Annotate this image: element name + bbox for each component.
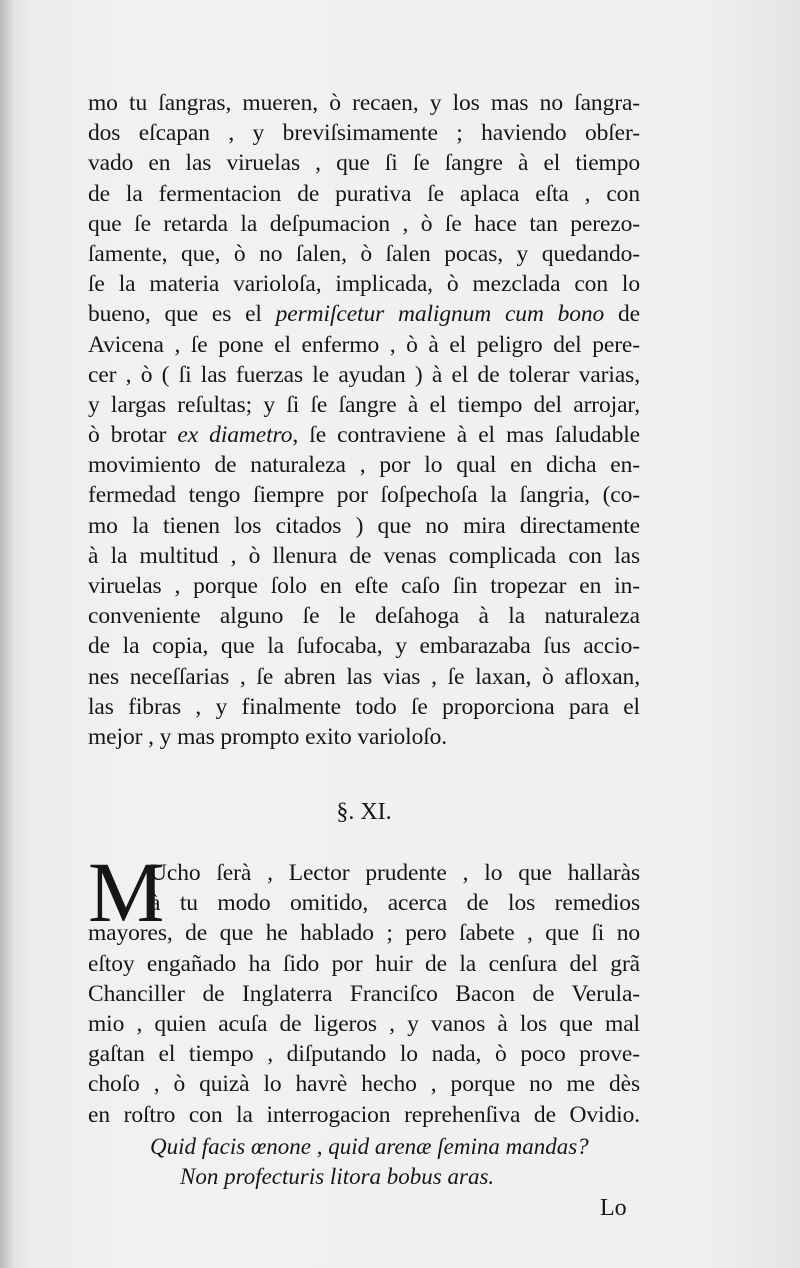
- text-line: de la copia, que la ſufocaba, y embarazaba ſus accio-: [88, 633, 640, 660]
- text-segment: , ſe contraviene à el mas ſaludable: [292, 422, 640, 449]
- text-line: mo la tienen los citados ) que no mira directamente: [88, 512, 640, 539]
- paragraph-2: [88, 858, 640, 1130]
- section-heading: §. XI.: [336, 799, 392, 825]
- text-line: cer , ò ( ſi las fuerzas le ayudan ) à el de tolerar varias,: [88, 361, 640, 388]
- text-line: dos eſcapan , y breviſsimamente ; haviendo obſer-: [88, 120, 640, 147]
- text-line: en roſtro con la interrogacion reprehenſiva de Ovidio.: [88, 1101, 640, 1128]
- text-line: movimiento de naturaleza , por lo qual en dicha en-: [88, 452, 640, 479]
- text-line: viruelas , porque ſolo en eſte caſo ſin tropezar en in-: [88, 573, 640, 599]
- text-segment: ò brotar: [88, 422, 167, 449]
- text-line: mo tu ſangras, mueren, ò recaen, y los mas no ſangra-: [88, 90, 640, 116]
- italic-phrase: permiſcetur malignum cum bono: [275, 301, 605, 328]
- text-line: Avicena , ſe pone el enfermo , ò à el peligro del pere-: [88, 331, 640, 358]
- text-segment: de: [618, 301, 640, 328]
- text-line-with-italic: [88, 420, 640, 450]
- catchword: Lo: [600, 1195, 627, 1221]
- text-line: mejor , y mas prompto exito varioloſo.: [88, 723, 448, 750]
- text-line: à tu modo omitido, acerca de los remedios: [150, 890, 640, 917]
- text-line: eſtoy engañado ha ſido por huir de la cenſura del grã: [88, 950, 640, 977]
- text-line: fermedad tengo ſiempre por ſoſpechoſa la ſangria, (co-: [88, 482, 640, 509]
- text-line-with-italic: [88, 299, 640, 329]
- text-line: conveniente alguno ſe le deſahoga à la naturaleza: [88, 603, 640, 630]
- page-spine-shadow: [0, 0, 14, 1268]
- text-segment: bueno, que es el: [88, 301, 262, 328]
- verse-quotation: [150, 1132, 650, 1192]
- text-line: las fibras , y finalmente todo ſe proporciona para el: [88, 693, 640, 720]
- verse-line: Quid facis œnone , quid arenæ ſemina mandas?: [150, 1134, 589, 1159]
- text-line: choſo , ò quizà lo havrè hecho , porque no me dès: [88, 1071, 640, 1098]
- text-line: gaſtan el tiempo , diſputando lo nada, ò poco prove-: [88, 1041, 640, 1068]
- italic-phrase: ex diametro: [177, 422, 293, 449]
- text-line: mayores, de que he hablado ; pero ſabete , que ſi no: [88, 920, 640, 947]
- text-line: Ucho ſerà , Lector prudente , lo que hallaràs: [150, 860, 640, 886]
- paragraph-1: [88, 88, 640, 752]
- text-line: y largas reſultas; y ſi ſe ſangre à el tiempo del arrojar,: [88, 391, 640, 418]
- verse-line: Non profecturis litora bobus aras.: [180, 1164, 495, 1189]
- text-line: vado en las viruelas , que ſi ſe ſangre à el tiempo: [88, 150, 640, 177]
- text-line: nes neceſſarias , ſe abren las vias , ſe laxan, ò afloxan,: [88, 663, 640, 690]
- text-line: à la multitud , ò llenura de venas complicada con las: [88, 542, 640, 569]
- text-line: mio , quien acuſa de ligeros , y vanos à los que mal: [88, 1010, 640, 1037]
- text-line: Chanciller de Inglaterra Franciſco Bacon de Verula-: [88, 980, 640, 1007]
- text-line: de la fermentacion de purativa ſe aplaca eſta , con: [88, 180, 640, 207]
- drop-capital: M: [88, 844, 165, 940]
- text-line: ſamente, que, ò no ſalen, ò ſalen pocas, y quedando-: [88, 240, 640, 267]
- text-line: ſe la materia varioloſa, implicada, ò mezclada con lo: [88, 271, 640, 298]
- text-line: que ſe retarda la deſpumacion , ò ſe hace tan perezo-: [88, 210, 640, 237]
